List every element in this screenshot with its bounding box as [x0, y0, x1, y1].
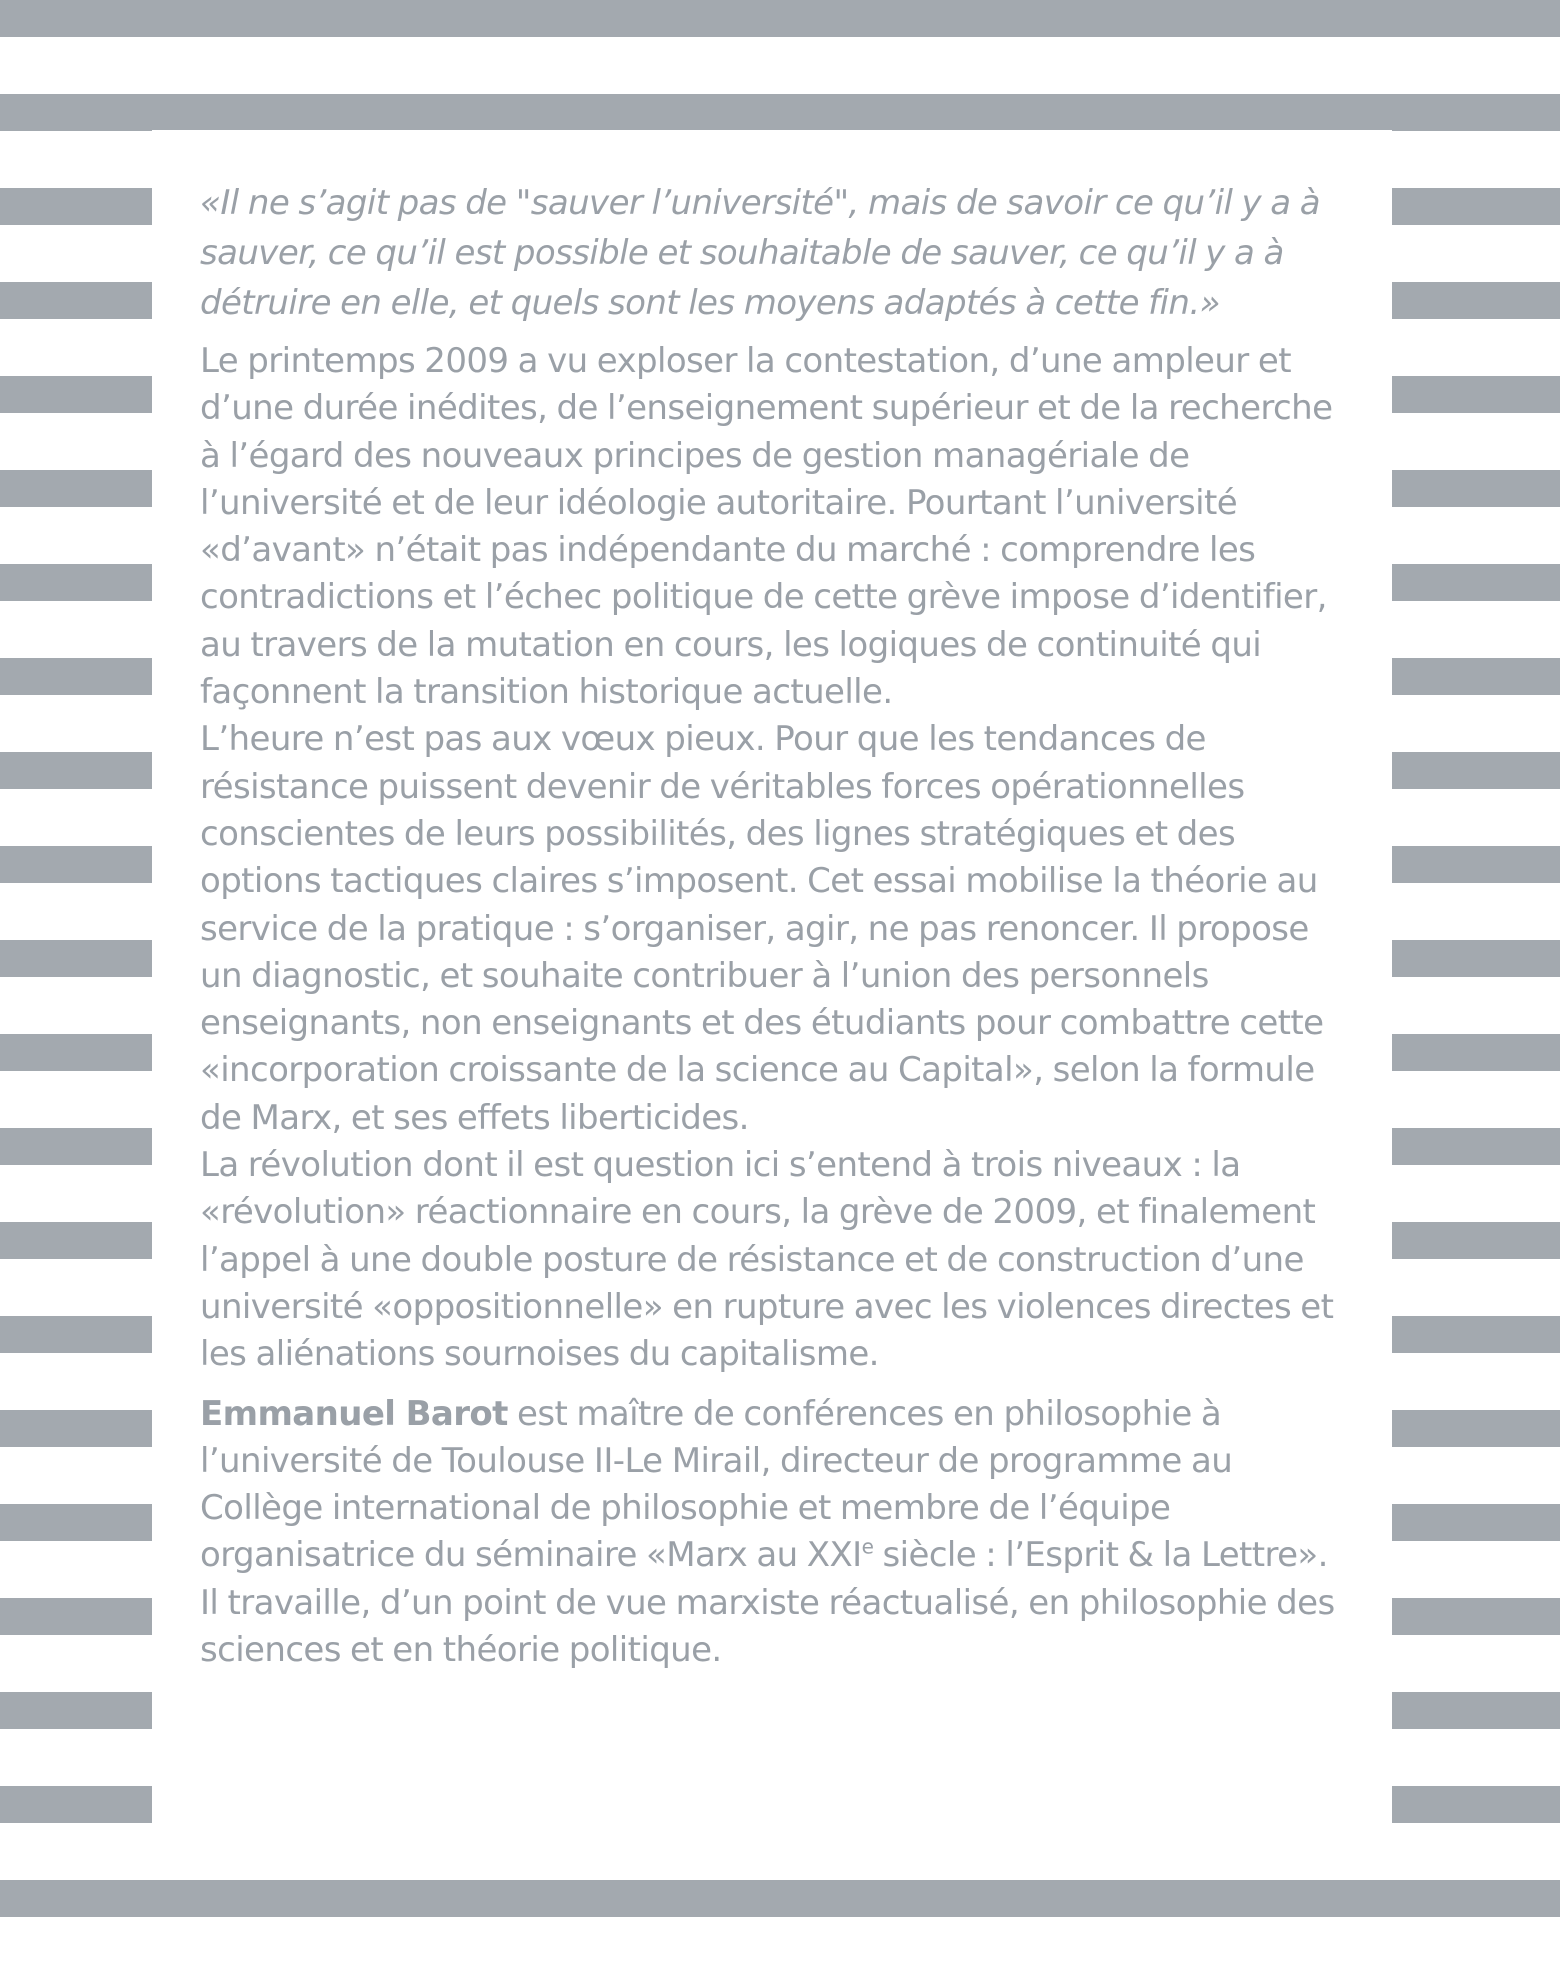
century-superscript: e: [861, 1535, 874, 1560]
epigraph-quote: «Il ne s’agit pas de "sauver l’université", mais de savoir ce qu’il y a à sauver, ce qu’il est possible et souhaitable de sauver, ce qu’il y a à détruire en elle, et quels sont les moyens adaptés à cette fin.»: [200, 183, 1320, 323]
author-bio: [200, 1391, 1350, 1675]
back-cover-text: [200, 178, 1350, 1674]
author-bio-text-1: est maître de conférences en philosophie à l’université de Toulouse II-Le Mirail, directeur de programme au Collège international de philosophie et membre de l’équipe organisatrice du séminaire «Marx au XXI: [200, 1393, 1233, 1576]
paragraph-1: Le printemps 2009 a vu exploser la contestation, d’une ampleur et d’une durée inédites, de l’enseignement supérieur et de la recherche à l’égard des nouveaux principes de gestion managériale de l’université et de leur idéologie autoritaire. Pourtant l’université «d’avant» n’était pas indépendante du marché : comprendre les contradictions et l’échec politique de cette grève impose d’identifier, au travers de la mutation en cours, les logiques de continuité qui façonnent la transition historique actuelle.: [200, 341, 1333, 713]
paragraph-3: La révolution dont il est question ici s’entend à trois niveaux : la «révolution» réactionnaire en cours, la grève de 2009, et finalement l’appel à une double posture de résistance et de construction d’une université «oppositionnelle» en rupture avec les violences directes et les aliénations sournoises du capitalisme.: [200, 1145, 1334, 1375]
paragraph-2: L’heure n’est pas aux vœux pieux. Pour que les tendances de résistance puissent devenir de véritables forces opérationnelles conscientes de leurs possibilités, des lignes stratégiques et des options tactiques claires s’imposent. Cet essai mobilise la théorie au service de la pratique : s’organiser, agir, ne pas renoncer. Il propose un diagnostic, et souhaite contribuer à l’union des personnels enseignants, non enseignants et des étudiants pour combattre cette «incorporation croissante de la science au Capital», selon la formule de Marx, et ses effets liberticides.: [200, 719, 1324, 1138]
author-name: Emmanuel Barot: [200, 1393, 508, 1434]
author-bio-text-2: siècle : l’Esprit & la Lettre». Il travaille, d’un point de vue marxiste réactualisé, en philosophie des sciences et en théorie politique.: [200, 1535, 1335, 1671]
